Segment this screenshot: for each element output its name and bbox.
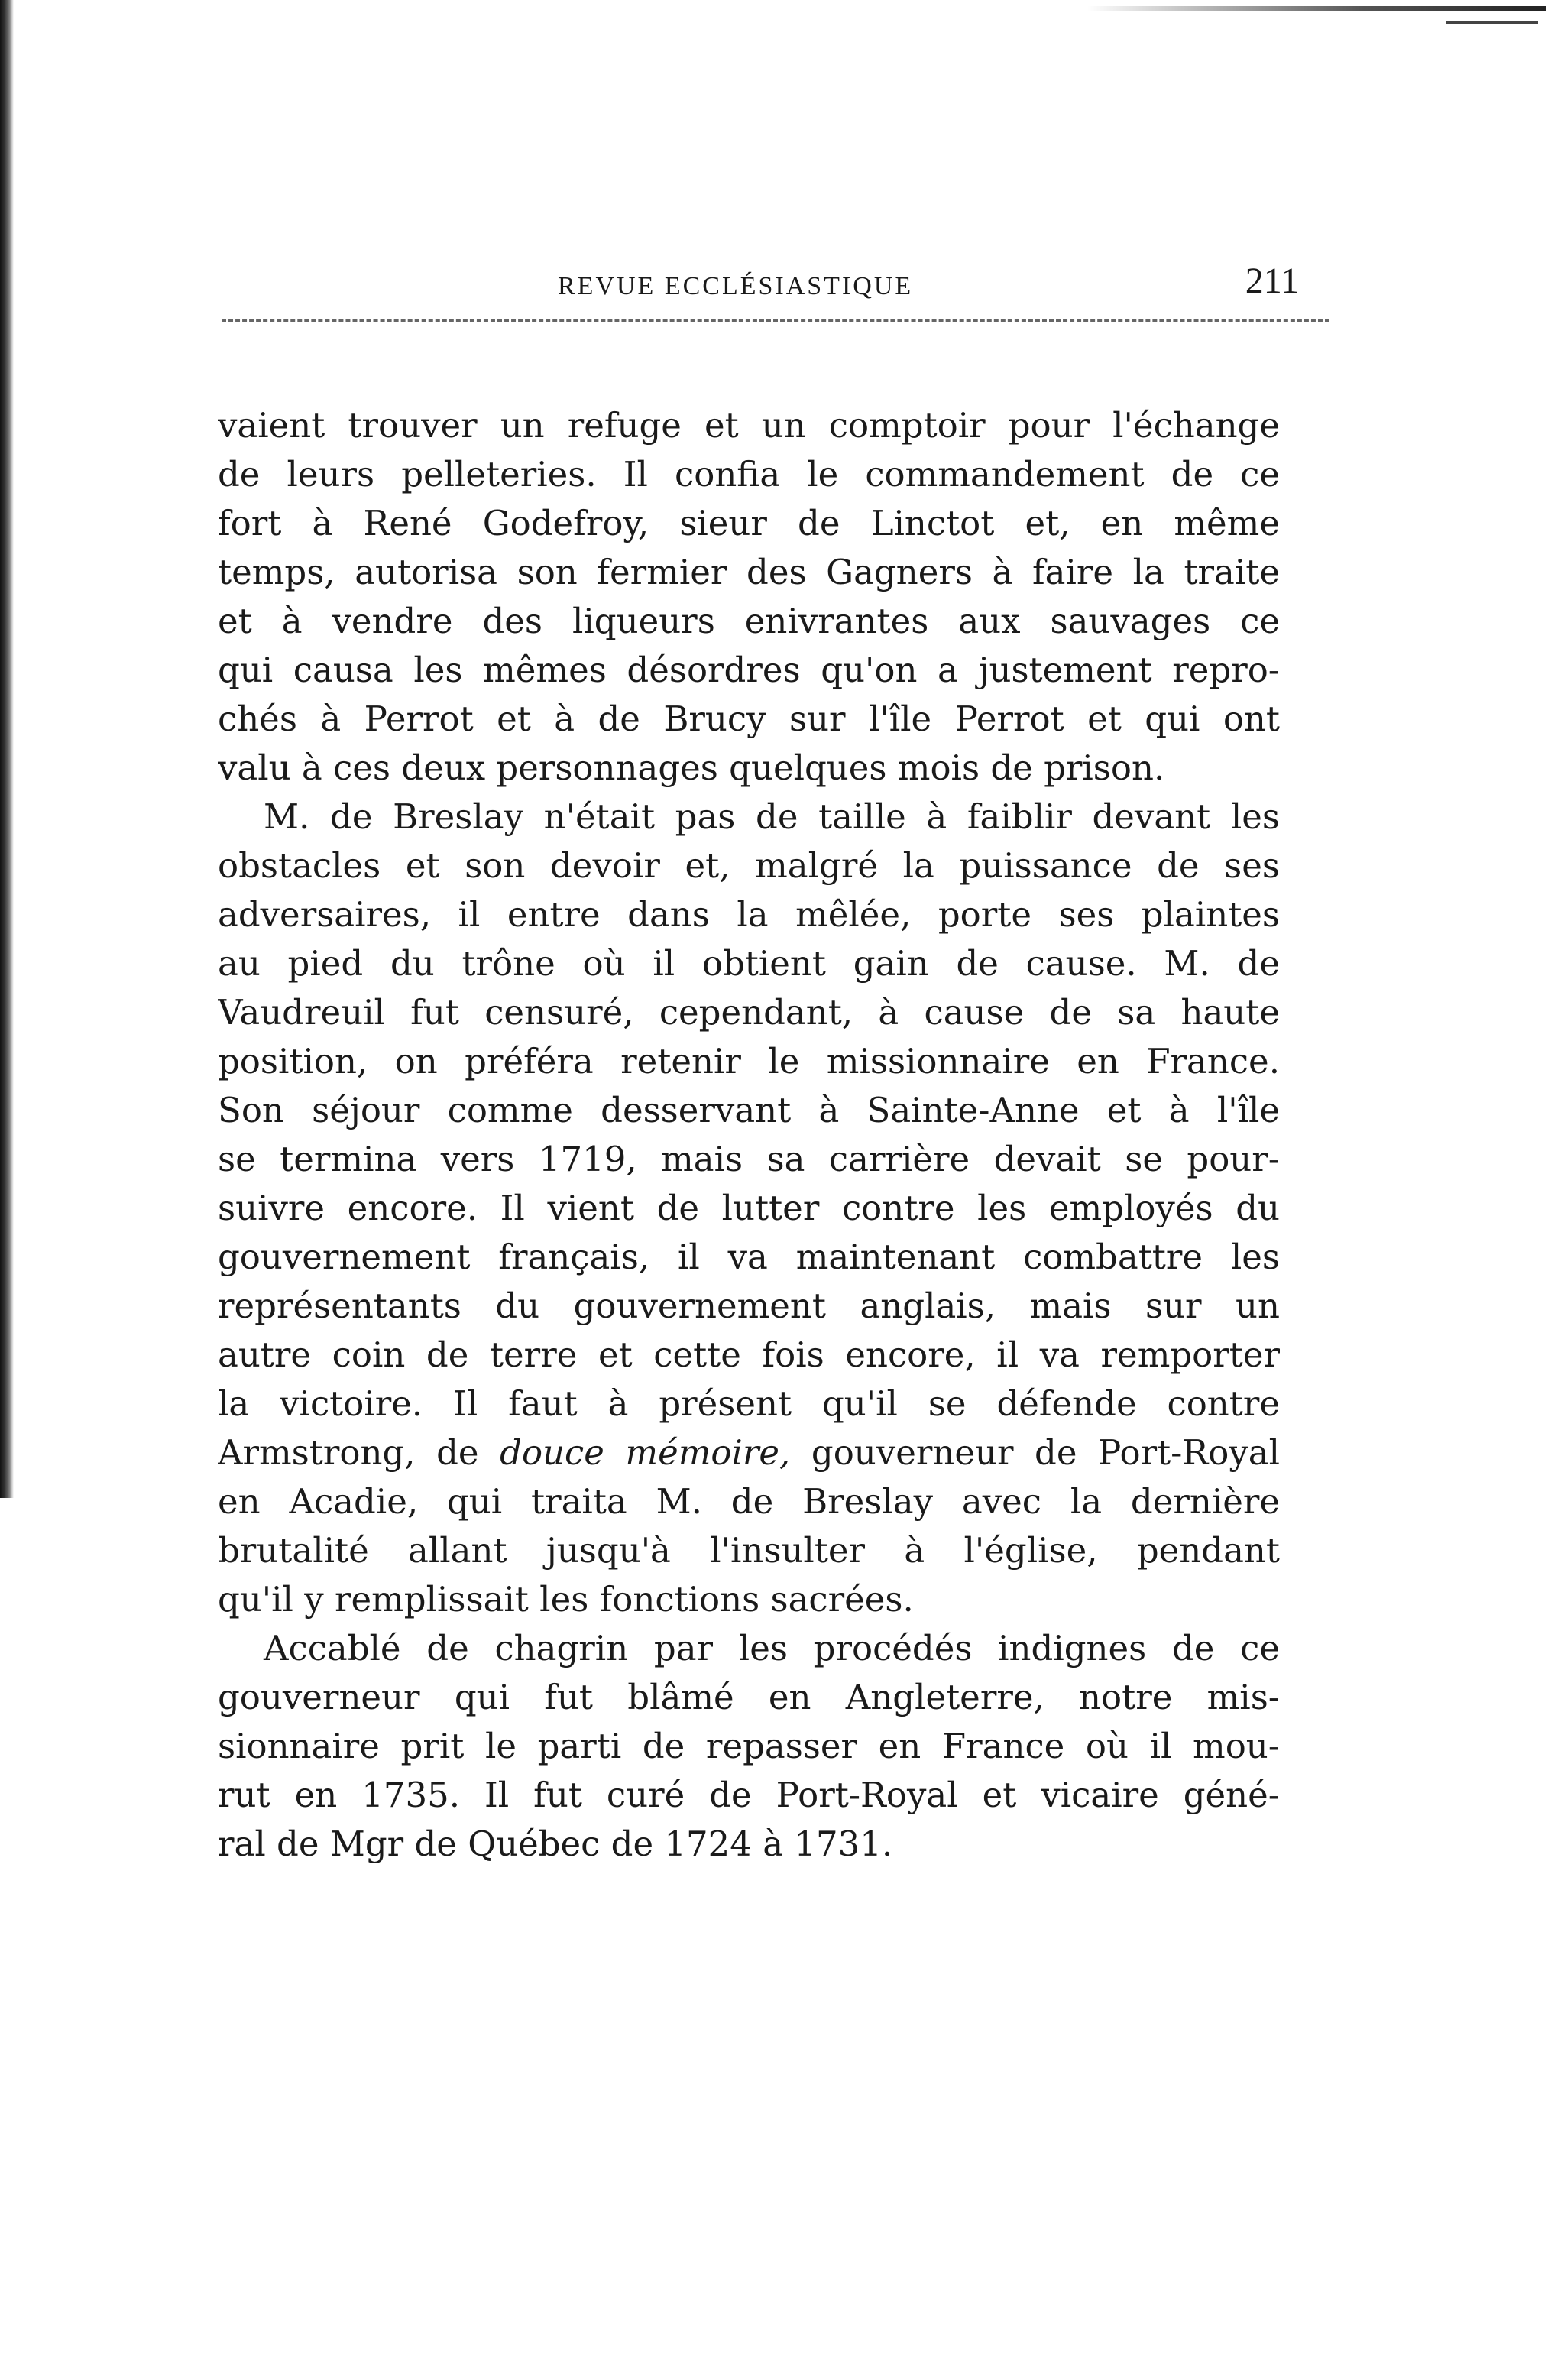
text-line: brutalité allant jusqu'à l'insulter à l'église, pendant [218,1530,1280,1571]
text-line: suivre encore. Il vient de lutter contre les employés du [218,1188,1280,1228]
header-rule [222,319,1329,322]
paragraph-2 [218,793,1280,1624]
text-line: la victoire. Il faut à présent qu'il se défende contre [218,1383,1280,1424]
text-line: sionnaire prit le parti de repasser en France où il mou- [218,1726,1280,1766]
running-title: REVUE ECCLÉSIASTIQUE [558,272,914,300]
paragraph-1 [218,401,1280,793]
text-line: et à vendre des liqueurs enivrantes aux sauvages ce [218,601,1280,641]
scan-edge-top [1087,6,1546,11]
text-line: en Acadie, qui traita M. de Breslay avec la dernière [218,1481,1280,1522]
text-line: fort à René Godefroy, sieur de Linctot et, en même [218,503,1280,543]
text-line: qui causa les mêmes désordres qu'on a justement repro- [218,650,1280,690]
text-line: obstacles et son devoir et, malgré la puissance de ses [218,845,1280,886]
scan-edge-top-mark [1446,21,1538,24]
text-line: chés à Perrot et à de Brucy sur l'île Perrot et qui ont [218,699,1280,739]
page-number: 211 [1245,261,1299,301]
text-line: temps, autorisa son fermier des Gagners à faire la traite [218,552,1280,592]
text-line: vaient trouver un refuge et un comptoir pour l'échange [218,405,1280,446]
text-line: gouvernement français, il va maintenant combattre les [218,1237,1280,1277]
text-line: au pied du trône où il obtient gain de cause. M. de [218,943,1280,984]
text-line: Vaudreuil fut censuré, cependant, à cause de sa haute [218,992,1280,1033]
italic-phrase: douce mémoire, [500,1432,791,1473]
text-line: M. de Breslay n'était pas de taille à faiblir devant les [264,796,1280,837]
text-line: valu à ces deux personnages quelques mois de prison. [218,747,1165,788]
paragraph-3 [218,1624,1280,1869]
text-line: adversaires, il entre dans la mêlée, porte ses plaintes [218,894,1280,935]
scan-edge-left [0,0,14,1498]
text-line: Accablé de chagrin par les procédés indignes de ce [264,1628,1280,1668]
text-fragment: Armstrong, de [218,1432,500,1473]
text-line: Son séjour comme desservant à Sainte-Anne et à l'île [218,1090,1280,1130]
text-line: qu'il y remplissait les fonctions sacrées. [218,1579,914,1620]
text-line: de leurs pelleteries. Il confia le commandement de ce [218,454,1280,494]
text-line: représentants du gouvernement anglais, mais sur un [218,1286,1280,1326]
text-line: se termina vers 1719, mais sa carrière devait se pour- [218,1139,1280,1179]
text-body [218,401,1280,1869]
text-line: autre coin de terre et cette fois encore, il va remporter [218,1334,1280,1375]
text-line: rut en 1735. Il fut curé de Port-Royal et vicaire géné- [218,1775,1280,1815]
text-line: position, on préféra retenir le missionnaire en France. [218,1041,1280,1081]
running-head [222,260,1352,329]
text-line: gouverneur qui fut blâmé en Angleterre, notre mis- [218,1677,1280,1717]
text-line: ral de Mgr de Québec de 1724 à 1731. [218,1824,893,1864]
text-fragment: gouverneur de Port-Royal [790,1432,1280,1473]
text-line-armstrong [218,1428,1280,1477]
